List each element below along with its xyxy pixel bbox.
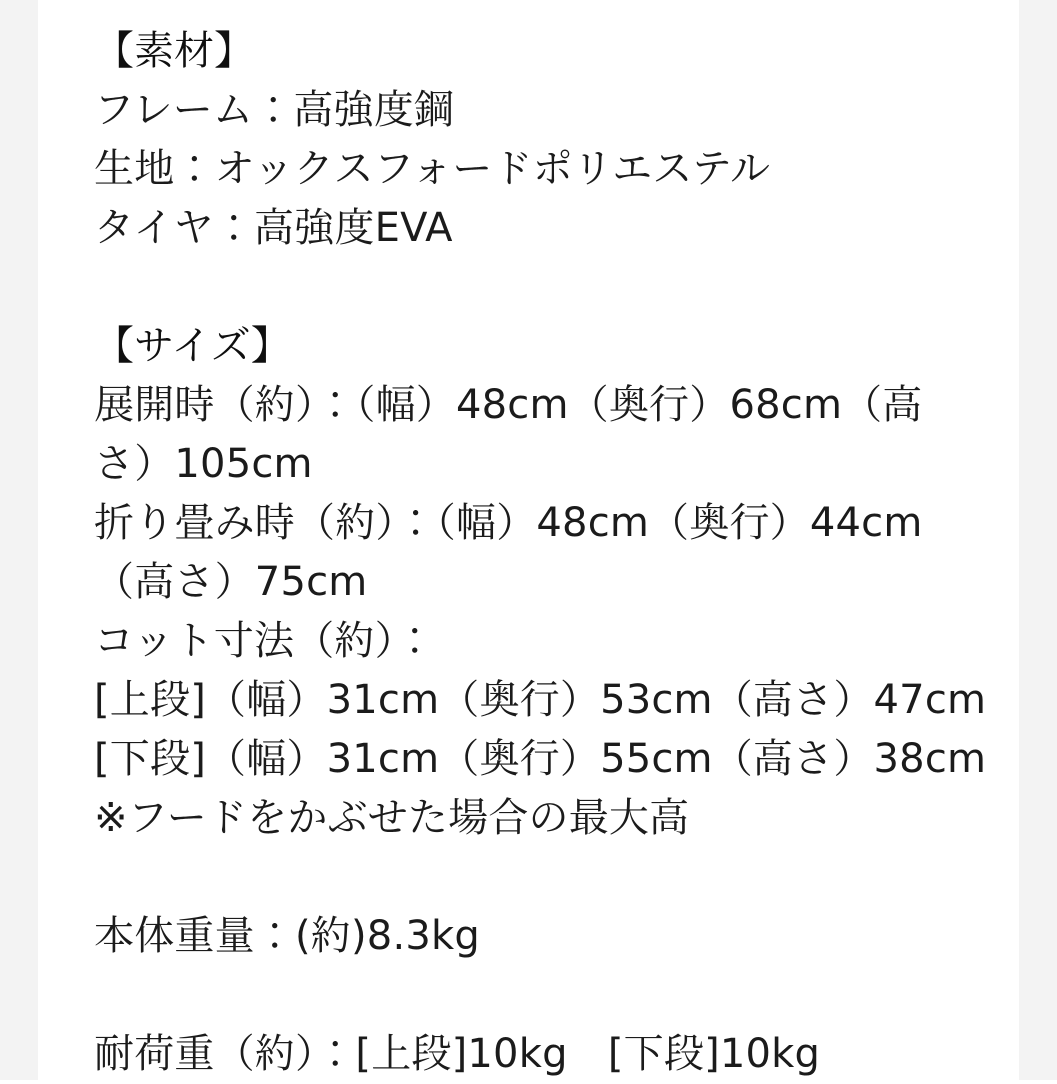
spacer-1 (94, 258, 1001, 317)
spacer-3 (94, 966, 1001, 1025)
materials-heading: 【素材】 (94, 28, 254, 74)
size-line-cot-label: コット寸法（約）： (94, 618, 435, 664)
size-line-note: ※フードをかぶせた場合の最大高 (94, 795, 690, 841)
size-line-folded-1: 折り畳み時（約）：（幅）48cm（奥行）44cm (94, 500, 923, 546)
weight-line: 本体重量：(約)8.3kg (94, 913, 480, 959)
size-line-open-1: 展開時（約）：（幅）48cm（奥行）68cm（高 (94, 382, 923, 428)
materials-line-frame: フレーム：高強度鋼 (94, 87, 455, 133)
weight-section (94, 907, 1001, 966)
size-heading: 【サイズ】 (94, 323, 291, 369)
spacer-2 (94, 848, 1001, 907)
size-section (94, 317, 1001, 848)
spec-text-content (38, 0, 1019, 1080)
materials-line-fabric: 生地：オックスフォードポリエステル (94, 146, 771, 192)
right-gutter (1019, 0, 1057, 1080)
load-capacity-line: 耐荷重（約）：[上段]10kg [下段]10kg (94, 1031, 821, 1077)
left-gutter (0, 0, 38, 1080)
size-line-cot-upper: [上段]（幅）31cm（奥行）53cm（高さ）47cm (94, 677, 987, 723)
materials-section (94, 22, 1001, 258)
load-capacity-section (94, 1025, 1001, 1084)
materials-line-tire: タイヤ：高強度EVA (94, 205, 453, 251)
size-line-cot-lower: [下段]（幅）31cm（奥行）55cm（高さ）38cm (94, 736, 987, 782)
size-line-open-2: さ）105cm (94, 441, 313, 487)
size-line-folded-2: （高さ）75cm (94, 559, 368, 605)
